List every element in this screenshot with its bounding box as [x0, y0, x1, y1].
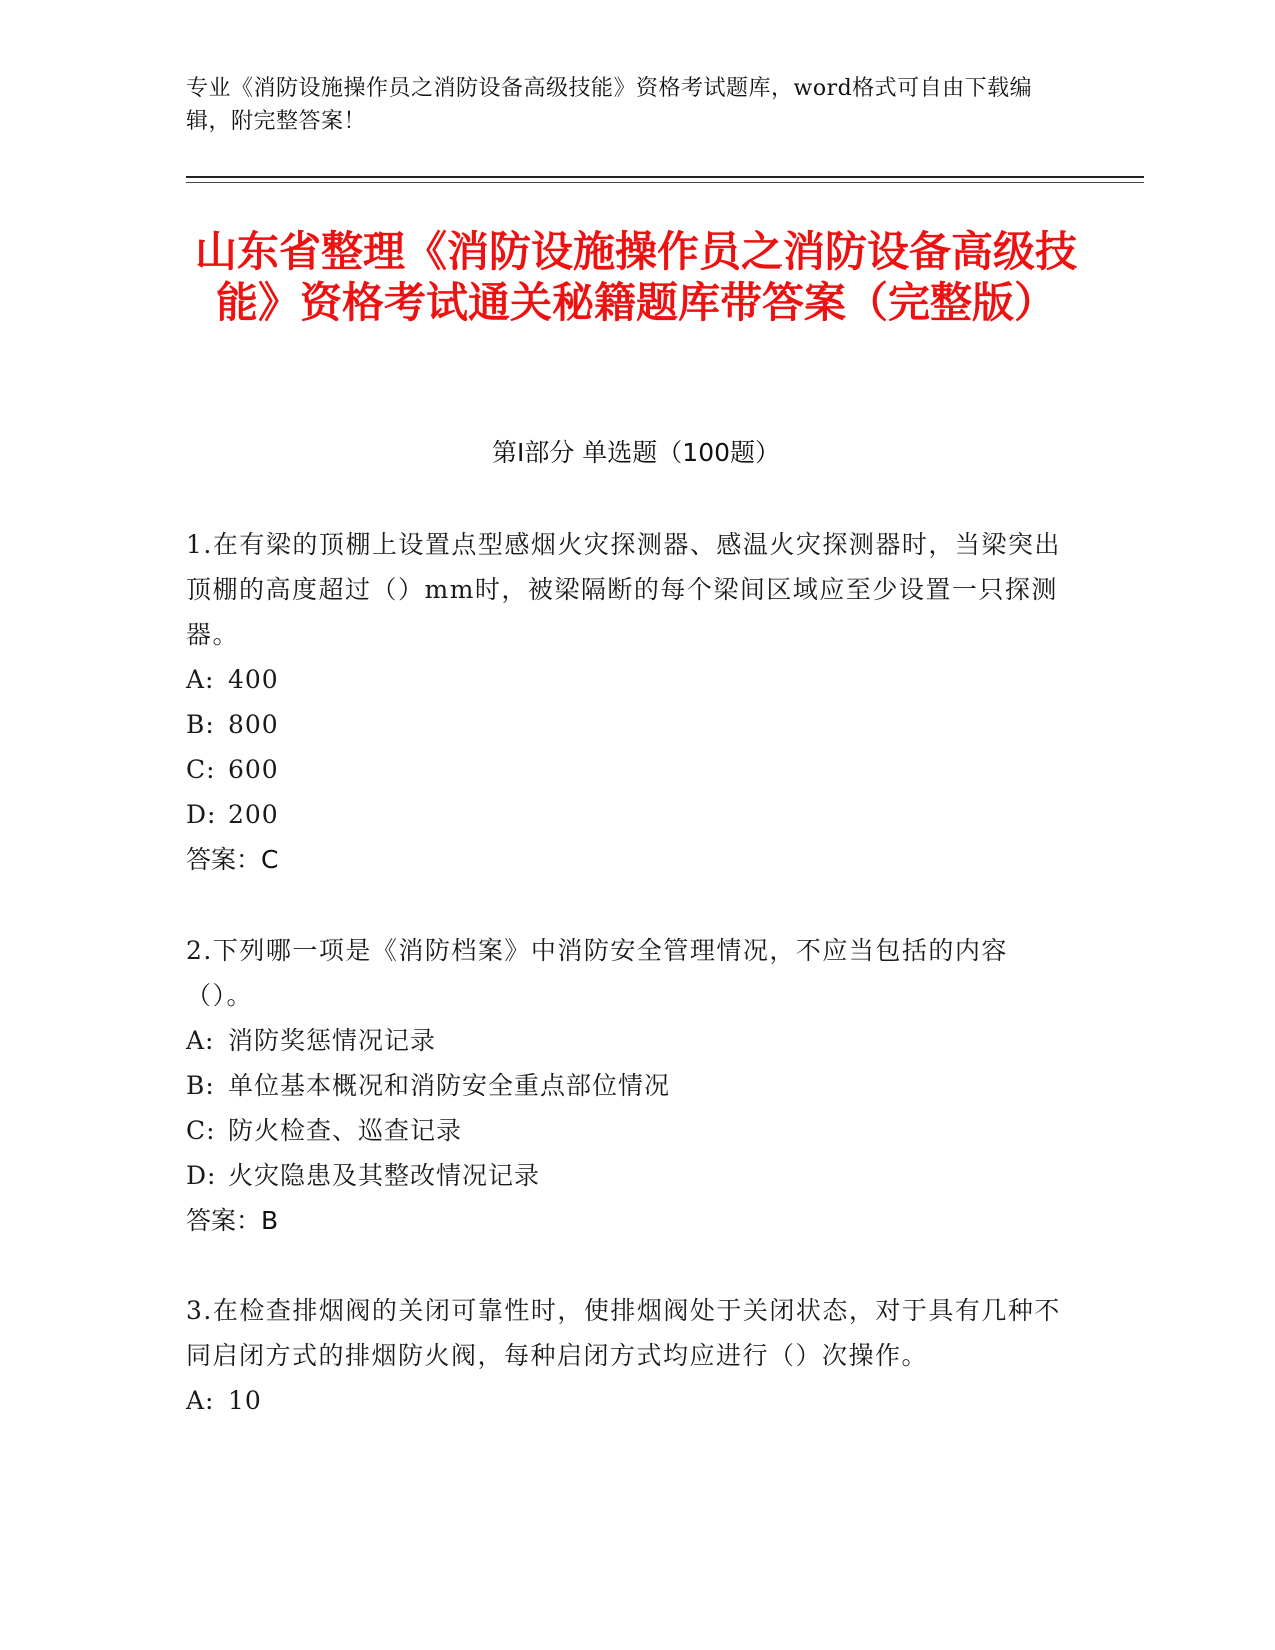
option-a — [186, 1378, 1066, 1423]
section-title: 第Ⅰ部分 单选题（100题） — [491, 438, 781, 467]
option-a — [186, 1018, 1066, 1063]
option-letter: C: — [186, 1116, 216, 1145]
answer-line: 答案：B — [186, 1206, 279, 1235]
option-text: 200 — [228, 800, 279, 829]
question-2 — [186, 928, 1066, 1243]
option-c — [186, 1108, 1066, 1153]
option-letter: A: — [186, 1386, 215, 1415]
question-stem: 1.在有梁的顶棚上设置点型感烟火灾探测器、感温火灾探测器时，当梁突出顶棚的高度超过（）mm时，被梁隔断的每个梁间区域应至少设置一只探测器。 — [186, 530, 1061, 649]
option-letter: B: — [186, 1071, 215, 1100]
option-text: 消防奖惩情况记录 — [228, 1026, 437, 1055]
option-letter: D: — [186, 1161, 217, 1190]
question-3 — [186, 1288, 1066, 1423]
option-text: 单位基本概况和消防安全重点部位情况 — [228, 1071, 671, 1100]
option-c — [186, 747, 1066, 792]
answer-line: 答案：C — [186, 845, 279, 874]
option-text: 火灾隐患及其整改情况记录 — [228, 1161, 541, 1190]
option-text: 600 — [228, 755, 279, 784]
option-b — [186, 702, 1066, 747]
option-letter: C: — [186, 755, 216, 784]
option-text: 10 — [228, 1386, 262, 1415]
option-b — [186, 1063, 1066, 1108]
header-divider-thin — [186, 182, 1144, 183]
question-1 — [186, 522, 1066, 882]
option-text: 防火检查、巡查记录 — [228, 1116, 463, 1145]
option-d — [186, 792, 1066, 837]
option-a — [186, 657, 1066, 702]
question-stem: 2.下列哪一项是《消防档案》中消防安全管理情况，不应当包括的内容（）。 — [186, 936, 1008, 1010]
option-letter: A: — [186, 665, 215, 694]
option-text: 400 — [228, 665, 279, 694]
question-stem: 3.在检查排烟阀的关闭可靠性时，使排烟阀处于关闭状态，对于具有几种不同启闭方式的排烟防火阀，每种启闭方式均应进行（）次操作。 — [186, 1296, 1061, 1370]
option-letter: A: — [186, 1026, 215, 1055]
option-letter: D: — [186, 800, 217, 829]
option-text: 800 — [228, 710, 279, 739]
header-divider-thick — [186, 176, 1144, 178]
option-letter: B: — [186, 710, 215, 739]
option-d — [186, 1153, 1066, 1198]
document-title: 山东省整理《消防设施操作员之消防设备高级技能》资格考试通关秘籍题库带答案（完整版） — [194, 227, 1077, 327]
header-note: 专业《消防设施操作员之消防设备高级技能》资格考试题库，word格式可自由下载编辑，附完整答案！ — [186, 76, 1033, 134]
